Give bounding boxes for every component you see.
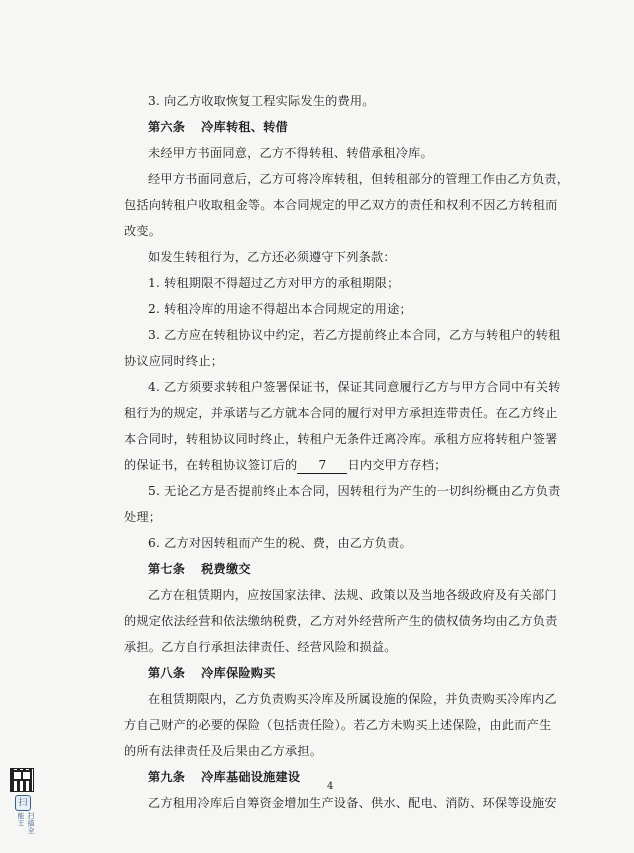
paragraph-line: 承担。乙方自行承担法律责任、经营风险和损益。: [124, 640, 397, 654]
paragraph-line: 处理；: [124, 510, 162, 524]
article-heading: [124, 660, 554, 686]
paragraph-line: 改变。: [124, 224, 162, 238]
article-heading: [124, 556, 554, 582]
article-number: 第八条: [148, 666, 186, 680]
scanner-watermark-text: 扫描全能王: [17, 812, 35, 835]
paragraph-line: 在租赁期限内，乙方负责购买冷库及所属设施的保险，并负责购买冷库内乙: [148, 692, 557, 706]
paragraph-line: 的所有法律责任及后果由乙方承担。: [124, 744, 323, 758]
scanner-watermark: [10, 768, 34, 838]
article-title: 冷库基础设施建设: [201, 770, 301, 784]
line-text: 日内交甲方存档；: [347, 458, 447, 472]
article-heading: [124, 764, 554, 790]
paragraph-line: 未经甲方书面同意，乙方不得转租、转借承租冷库。: [148, 146, 433, 160]
paragraph-line: 的规定依法经营和依法缴纳税费，乙方对外经营所产生的债权债务均由乙方负责: [124, 614, 558, 628]
paragraph-line: 如发生转租行为，乙方还必须遵守下列条款：: [148, 250, 396, 264]
paragraph-line: 协议应同时终止；: [124, 354, 224, 368]
scanner-logo-icon: 扫: [15, 795, 31, 811]
paragraph-line: 5. 无论乙方是否提前终止本合同，因转租行为产生的一切纠纷概由乙方负责: [148, 484, 561, 498]
filled-blank-days: 7: [297, 458, 347, 474]
paragraph-line: 3. 乙方应在转租协议中约定，若乙方提前终止本合同，乙方与转租户的转租: [148, 328, 561, 342]
article-title: 税费缴交: [201, 562, 251, 576]
paragraph-line: 租行为的规定，并承诺与乙方就本合同的履行对甲方承担连带责任。在乙方终止: [124, 406, 558, 420]
document-body: [124, 88, 570, 816]
paragraph-line: 1. 转租期限不得超过乙方对甲方的承租期限；: [148, 276, 400, 290]
article-number: 第六条: [148, 120, 186, 134]
paragraph-line: [124, 452, 554, 478]
line-text: 的保证书，在转租协议签订后的: [124, 458, 298, 472]
paragraph-line: 包括向转租户收取租金等。本合同规定的甲乙双方的责任和权利不因乙方转租而: [124, 198, 558, 212]
paragraph-line: 2. 转租冷库的用途不得超出本合同规定的用途；: [148, 302, 412, 316]
article-title: 冷库转租、转借: [201, 120, 288, 134]
paragraph-line: 方自己财产的必要的保险（包括责任险）。若乙方未购买上述保险，由此而产生: [124, 718, 552, 732]
paragraph-line: 本合同时，转租协议同时终止，转租户无条件迁离冷库。承租方应将转租户签署: [124, 432, 558, 446]
paragraph-line: 3. 向乙方收取恢复工程实际发生的费用。: [148, 94, 375, 108]
qr-code-icon: [10, 768, 34, 792]
article-heading: [124, 114, 554, 140]
article-title: 冷库保险购买: [201, 666, 276, 680]
paragraph-line: 乙方租用冷库后自筹资金增加生产设备、供水、配电、消防、环保等设施安: [148, 796, 557, 810]
paragraph-line: 经甲方书面同意后，乙方可将冷库转租，但转租部分的管理工作由乙方负责，: [148, 172, 570, 186]
paragraph-line: 4. 乙方须要求转租户签署保证书，保证其同意履行乙方与甲方合同中有关转: [148, 380, 561, 394]
paragraph-line: 乙方在租赁期内，应按国家法律、法规、政策以及当地各级政府及有关部门: [148, 588, 557, 602]
page-number: 4: [327, 781, 334, 792]
article-number: 第九条: [148, 770, 186, 784]
article-number: 第七条: [148, 562, 186, 576]
paragraph-line: 6. 乙方对因转租而产生的税、费，由乙方负责。: [148, 536, 412, 550]
